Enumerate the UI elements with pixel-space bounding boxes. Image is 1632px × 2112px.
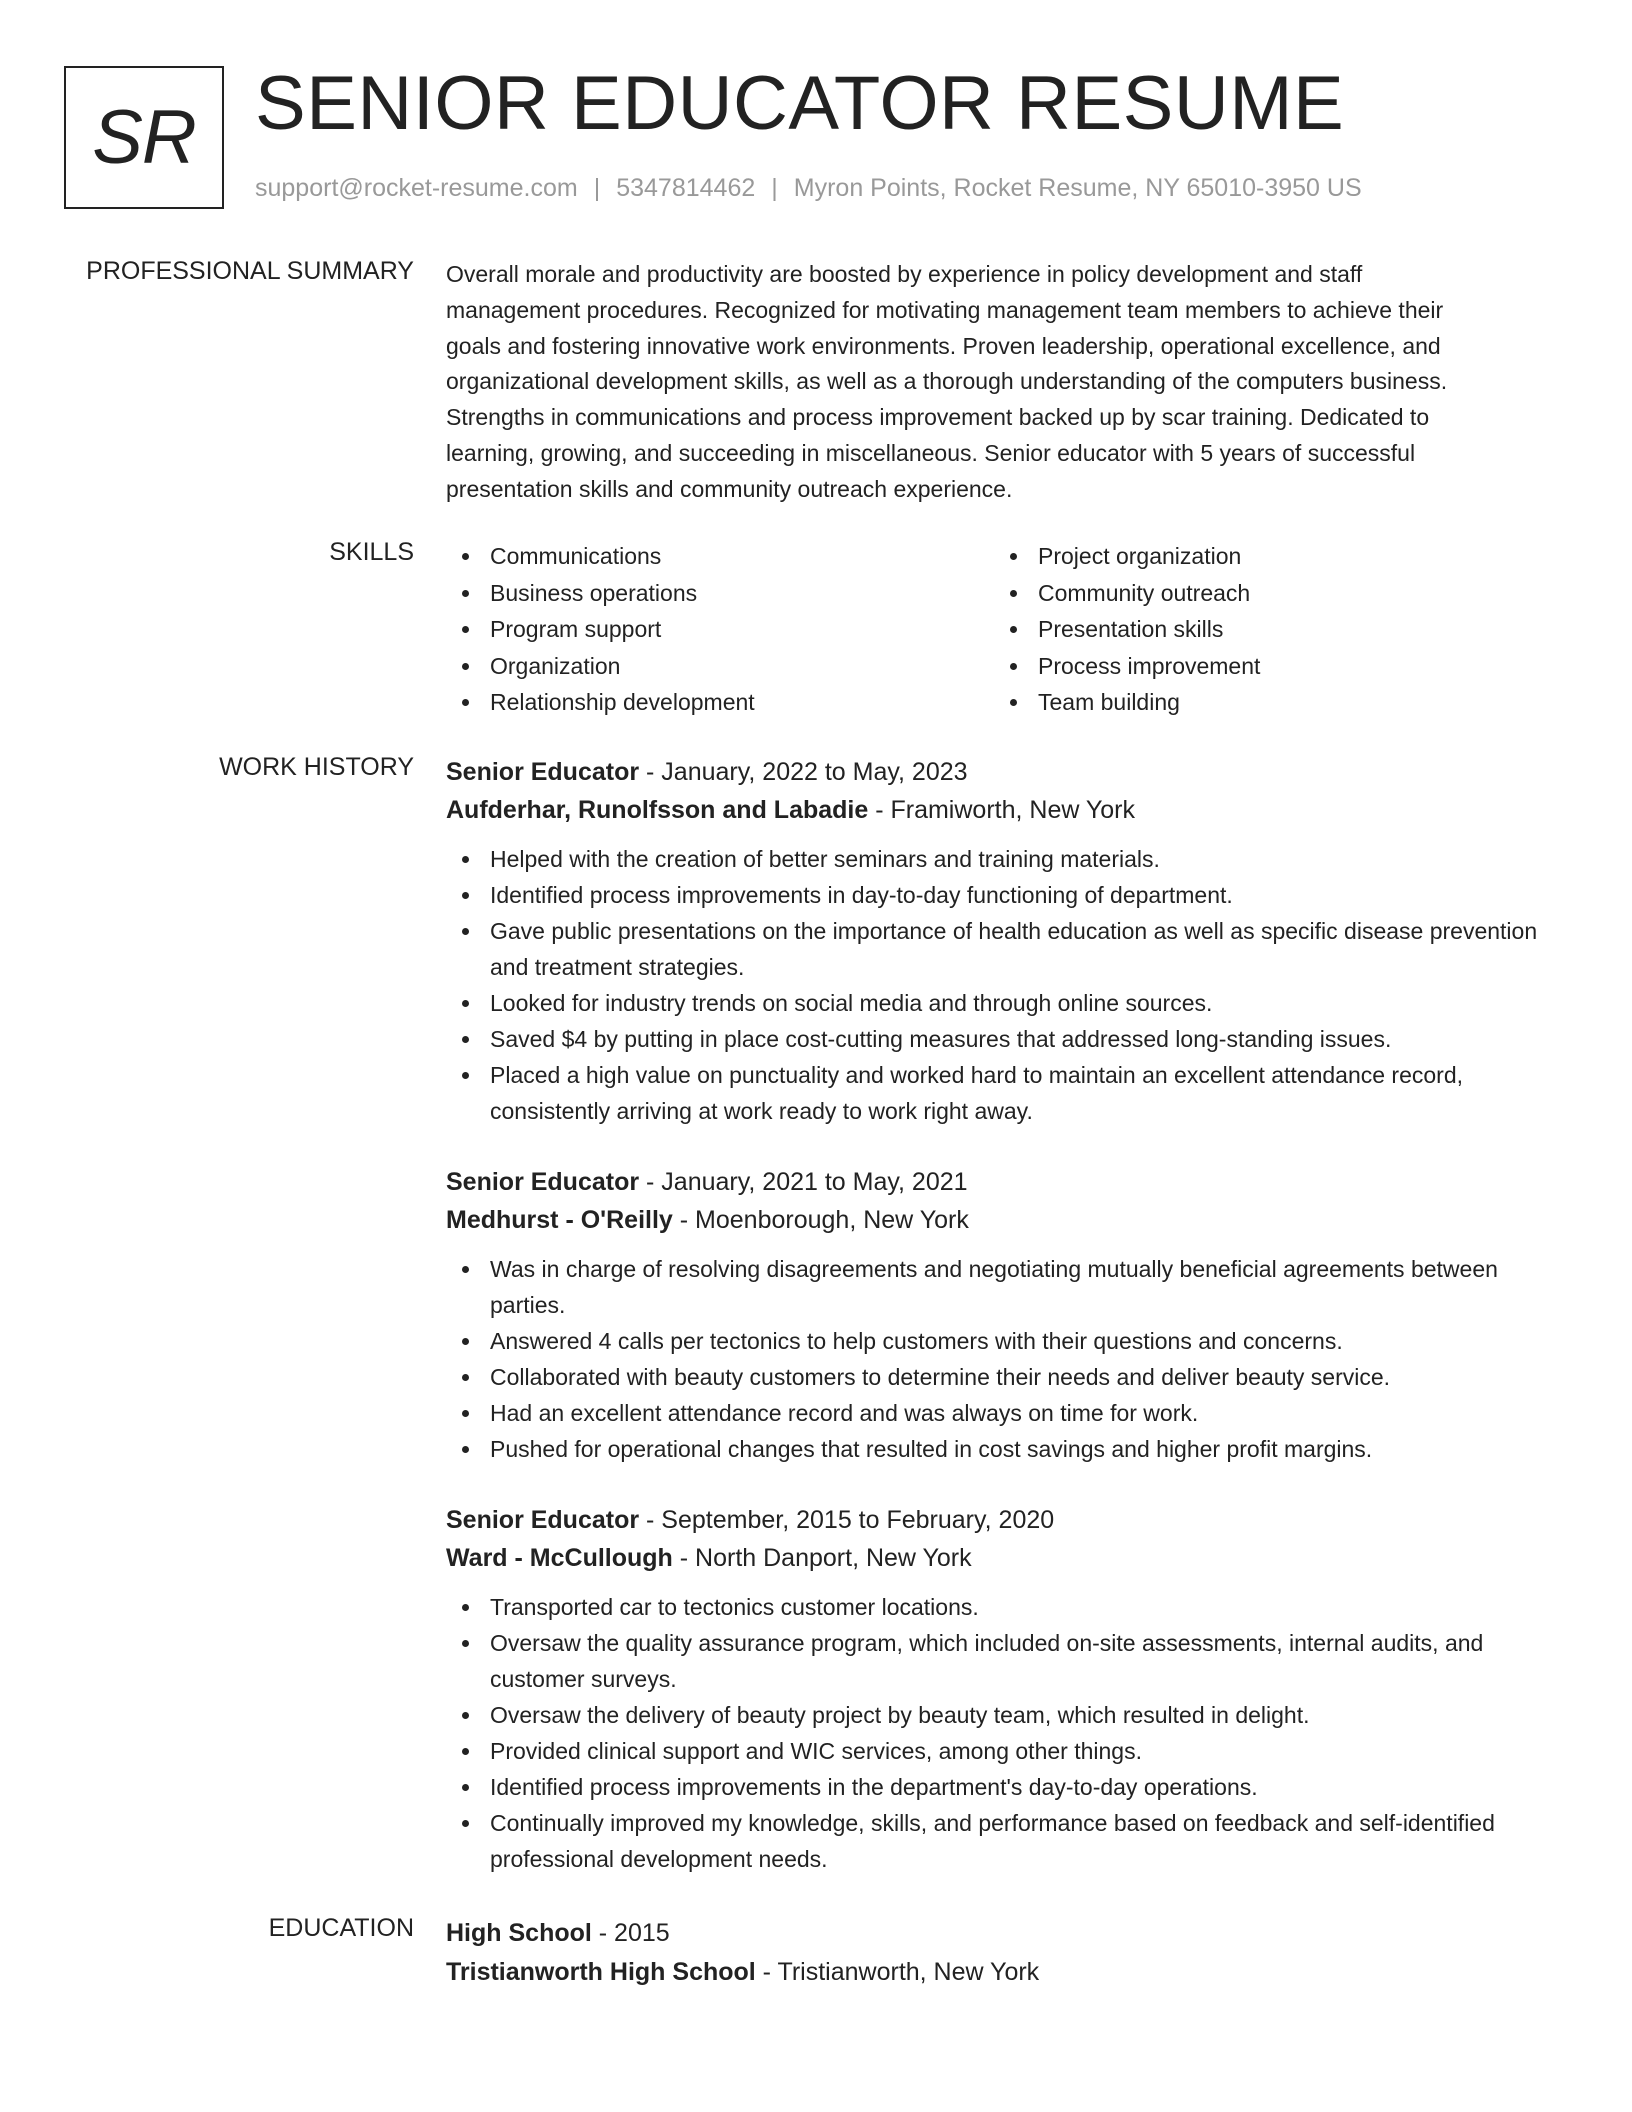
contact-line: [255, 174, 1362, 203]
education-body: [446, 1914, 1566, 1992]
job-company: Ward - McCullough: [446, 1544, 673, 1572]
job-entry: [446, 753, 1566, 1129]
skill-item: Organization: [446, 648, 994, 685]
skill-item: Project organization: [994, 538, 1542, 575]
job-location: - North Danport, New York: [672, 1544, 972, 1572]
contact-separator: |: [593, 174, 601, 202]
contact-phone: 5347814462: [616, 174, 756, 202]
education-school: Tristianworth High School: [446, 1958, 756, 1986]
summary-line: Overall morale and productivity are boosted by experience in policy development and staff: [446, 261, 1363, 287]
education-degree-line: [446, 1914, 1566, 1953]
duty-item: Collaborated with beauty customers to determine their needs and deliver beauty service.: [446, 1359, 1566, 1395]
skills-body: [446, 538, 1566, 721]
education-year: - 2015: [591, 1919, 670, 1947]
job-company-line: [446, 791, 1566, 829]
duty-item: Had an excellent attendance record and was always on time for work.: [446, 1395, 1566, 1431]
job-title-line: [446, 1163, 1566, 1201]
duty-item: Continually improved my knowledge, skills, and performance based on feedback and self-identified professional development needs.: [446, 1805, 1566, 1877]
resume-title: SENIOR EDUCATOR RESUME: [255, 61, 1345, 146]
work-history-heading: WORK HISTORY: [219, 753, 414, 781]
skill-item: Community outreach: [994, 575, 1542, 612]
contact-separator: |: [771, 174, 778, 202]
work-history-body: [446, 753, 1566, 1911]
duty-item: Placed a high value on punctuality and worked hard to maintain an excellent attendance record, consistently arriving at work ready to work right away.: [446, 1057, 1566, 1129]
contact-email: support@rocket-resume.com: [255, 174, 578, 202]
skills-column-right: [994, 538, 1542, 721]
skill-item: Team building: [994, 684, 1542, 721]
job-duties: [446, 841, 1566, 1129]
job-location: - Framiworth, New York: [868, 796, 1136, 824]
duty-item: Transported car to tectonics customer locations.: [446, 1589, 1566, 1625]
skill-item: Program support: [446, 611, 994, 648]
job-duties: [446, 1251, 1566, 1467]
education-location: - Tristianworth, New York: [755, 1958, 1040, 1986]
summary-line: management procedures. Recognized for motivating management team members to achieve their: [446, 296, 1444, 323]
duty-item: Answered 4 calls per tectonics to help customers with their questions and concerns.: [446, 1323, 1566, 1359]
skill-item: Process improvement: [994, 648, 1542, 685]
duty-item: Helped with the creation of better seminars and training materials.: [446, 841, 1566, 877]
summary-text: [446, 257, 1566, 508]
duty-item: Identified process improvements in day-to-day functioning of department.: [446, 877, 1566, 913]
monogram-box: [64, 66, 224, 209]
job-title: Senior Educator: [446, 1506, 640, 1534]
summary-line: presentation skills and community outreach experience.: [446, 475, 1013, 502]
job-dates: - September, 2015 to February, 2020: [639, 1506, 1055, 1534]
job-title-line: [446, 1501, 1566, 1539]
skill-item: Relationship development: [446, 684, 994, 721]
skills-heading: SKILLS: [329, 538, 414, 566]
duty-item: Gave public presentations on the importance of health education as well as specific disease prevention and treatment strategies.: [446, 913, 1566, 985]
contact-address: Myron Points, Rocket Resume, NY 65010-3950 US: [793, 174, 1362, 202]
duty-item: Oversaw the delivery of beauty project by beauty team, which resulted in delight.: [446, 1697, 1566, 1733]
job-company: Aufderhar, Runolfsson and Labadie: [446, 796, 869, 824]
job-company: Medhurst - O'Reilly: [446, 1206, 673, 1234]
job-title: Senior Educator: [446, 758, 640, 786]
skill-item: Business operations: [446, 575, 994, 612]
duty-item: Oversaw the quality assurance program, which included on-site assessments, internal audits, and customer surveys.: [446, 1625, 1566, 1697]
summary-line: learning, growing, and succeeding in miscellaneous. Senior educator with 5 years of successful: [446, 439, 1416, 466]
duty-item: Pushed for operational changes that resulted in cost savings and higher profit margins.: [446, 1431, 1566, 1467]
job-location: - Moenborough, New York: [672, 1206, 969, 1234]
summary-line: organizational development skills, as well as a thorough understanding of the computers business.: [446, 368, 1448, 395]
job-entry: [446, 1163, 1566, 1467]
education-heading: EDUCATION: [268, 1914, 414, 1942]
job-title: Senior Educator: [446, 1168, 640, 1196]
summary-line: Strengths in communications and process improvement backed up by scar training. Dedicated to: [446, 404, 1430, 431]
summary-heading: PROFESSIONAL SUMMARY: [86, 257, 414, 285]
duty-item: Saved $4 by putting in place cost-cutting measures that addressed long-standing issues.: [446, 1021, 1566, 1057]
education-degree: High School: [446, 1919, 592, 1947]
duty-item: Provided clinical support and WIC services, among other things.: [446, 1733, 1566, 1769]
job-duties: [446, 1589, 1566, 1877]
skills-column-left: [446, 538, 994, 721]
job-entry: [446, 1501, 1566, 1877]
skill-item: Presentation skills: [994, 611, 1542, 648]
job-dates: - January, 2021 to May, 2021: [639, 1168, 968, 1196]
education-school-line: [446, 1953, 1566, 1992]
duty-item: Looked for industry trends on social media and through online sources.: [446, 985, 1566, 1021]
job-company-line: [446, 1201, 1566, 1239]
duty-item: Identified process improvements in the department's day-to-day operations.: [446, 1769, 1566, 1805]
skill-item: Communications: [446, 538, 994, 575]
duty-item: Was in charge of resolving disagreements and negotiating mutually beneficial agreements between parties.: [446, 1251, 1566, 1323]
job-dates: - January, 2022 to May, 2023: [639, 758, 968, 786]
job-company-line: [446, 1539, 1566, 1577]
summary-line: goals and fostering innovative work environments. Proven leadership, operational excellence, and: [446, 332, 1441, 359]
monogram-initials: SR: [92, 95, 196, 180]
job-title-line: [446, 753, 1566, 791]
